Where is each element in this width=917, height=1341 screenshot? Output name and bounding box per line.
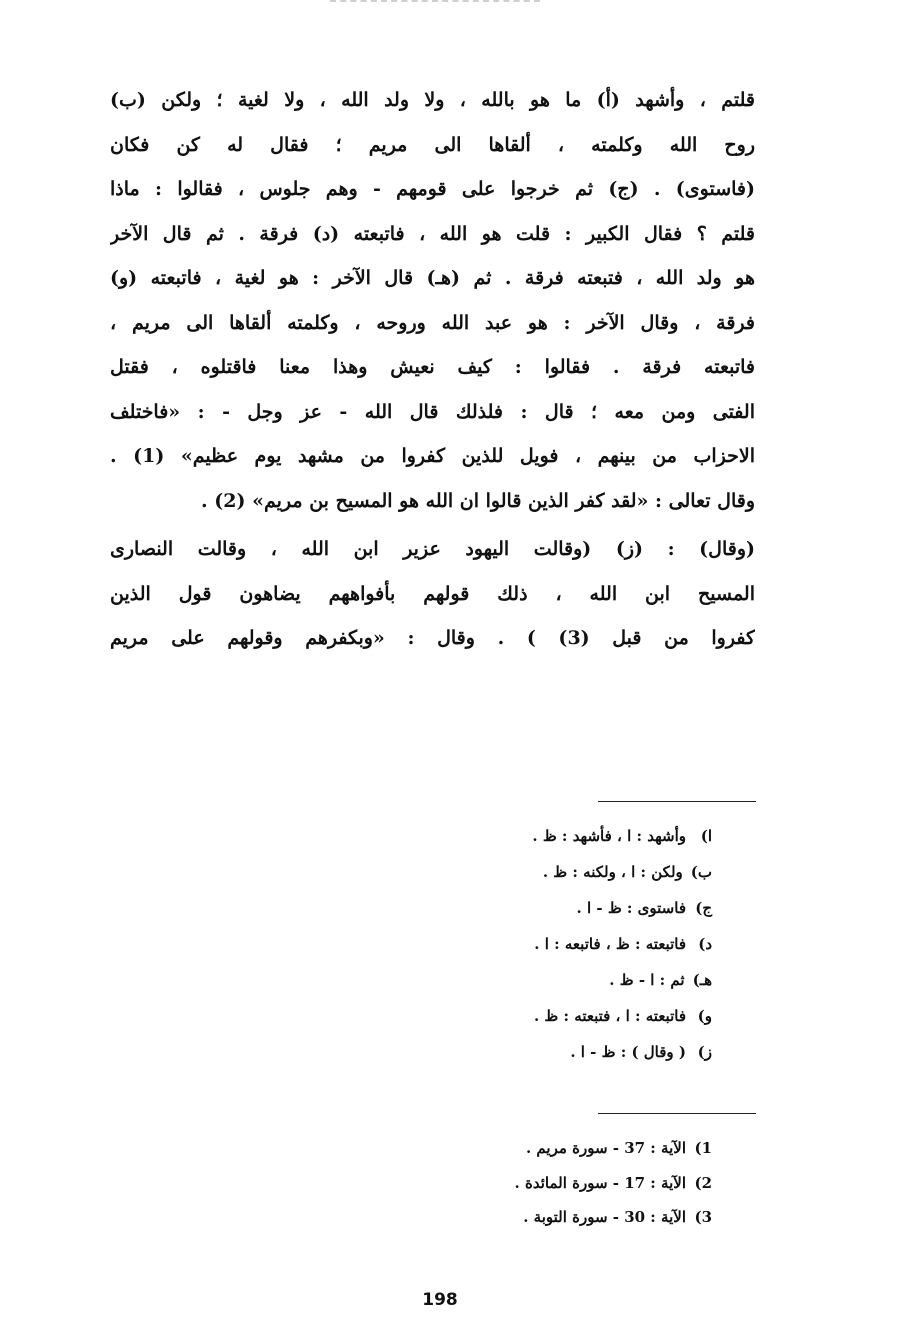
variant-footnotes: [532, 818, 712, 1070]
footnote-text: فاتبعته : ا ، فتبعته : ظ .: [533, 1007, 686, 1025]
text-line: (فاستوى) . (ج) ثم خرجوا على قومهم - وهم جلوس ، فقالوا : ماذا: [110, 178, 755, 200]
footnote-marker: ا): [700, 827, 712, 845]
footnote-marker: ب): [690, 863, 712, 881]
footnote-item: [515, 1200, 712, 1235]
footnote-marker: 3): [694, 1208, 712, 1226]
footnote-text: فاستوى : ظ - ا .: [576, 899, 686, 917]
footnote-item: [532, 926, 712, 962]
footnote-marker: 1): [694, 1139, 712, 1157]
paragraph-2: [110, 527, 755, 661]
text-line: فاتبعته فرقة . فقالوا : كيف نعيش وهذا معنا فاقتلوه ، فقتل: [110, 356, 755, 378]
footnote-separator: [598, 801, 756, 802]
footnote-item: [532, 854, 712, 890]
footnote-item: [532, 998, 712, 1034]
footnote-marker: هـ): [692, 971, 712, 989]
footnote-item: [532, 1034, 712, 1070]
footnote-separator: [598, 1113, 756, 1114]
footnote-item: [532, 818, 712, 854]
text-line: روح الله وكلمته ، ألقاها الى مريم ؛ فقال له كن فكان: [110, 133, 755, 156]
text-line: قلتم ، وأشهد (أ) ما هو بالله ، ولا ولد الله ، ولا لغية ؛ ولكن (ب): [110, 89, 755, 111]
footnote-marker: و): [697, 1007, 712, 1025]
footnote-text: وأشهد : ا ، فأشهد : ظ .: [532, 827, 686, 845]
text-line: الاحزاب من بينهم ، فويل للذين كفروا من مشهد يوم عظيم» (1) .: [110, 445, 755, 467]
footnote-text: الآية : 17 - سورة المائدة .: [514, 1173, 686, 1192]
footnote-text: ولكن : ا ، ولكنه : ظ .: [542, 863, 683, 881]
text-line: الفتى ومن معه ؛ قال : فلذلك قال الله - عز وجل - : «فاختلف: [110, 400, 755, 423]
footnote-marker: 2): [694, 1173, 712, 1192]
text-line: وقال تعالى : «لقد كفر الذين قالوا ان الله هو المسيح بن مريم» (2) .: [201, 489, 755, 512]
text-line: كفروا من قبل (3) ) . وقال : «وبكفرهم وقولهم على مريم: [110, 627, 755, 649]
page-number: 198: [422, 1290, 458, 1310]
footnote-item: [532, 890, 712, 926]
text-line: فرقة ، وقال الآخر : هو عبد الله وروحه ، وكلمته ألقاها الى مريم ،: [110, 311, 755, 334]
footnote-text: فاتبعته : ظ ، فاتبعه : ا .: [534, 935, 686, 953]
footnote-item: [515, 1131, 712, 1166]
text-line: المسيح ابن الله ، ذلك قولهم بأفواههم يضاهون قول الذين: [110, 582, 755, 605]
footnote-marker: ج): [695, 899, 712, 917]
text-line: هو ولد الله ، فتبعته فرقة . ثم (هـ) قال الآخر : هو لغية ، فاتبعته (و): [110, 267, 755, 289]
footnote-text: ( وقال ) : ظ - ا .: [570, 1043, 686, 1061]
paragraph-1: [110, 78, 755, 523]
text-line: (وقال) : (ز) (وقالت اليهود عزير ابن الله ، وقالت النصارى: [110, 538, 755, 560]
main-text: [110, 78, 755, 661]
footnote-item: [532, 962, 712, 998]
text-line: قلتم ؟ فقال الكبير : قلت هو الله ، فاتبعته (د) فرقة . ثم قال الآخر: [110, 222, 755, 245]
footnote-text: الآية : 30 - سورة التوبة .: [523, 1208, 686, 1226]
footnote-text: ثم : ا - ظ .: [609, 971, 685, 989]
footnote-text: الآية : 37 - سورة مريم .: [525, 1139, 686, 1157]
top-edge-mark: [330, 0, 540, 2]
footnote-marker: ز): [697, 1043, 712, 1061]
footnote-marker: د): [698, 935, 712, 953]
reference-footnotes: [515, 1131, 712, 1235]
footnote-item: [515, 1166, 712, 1201]
